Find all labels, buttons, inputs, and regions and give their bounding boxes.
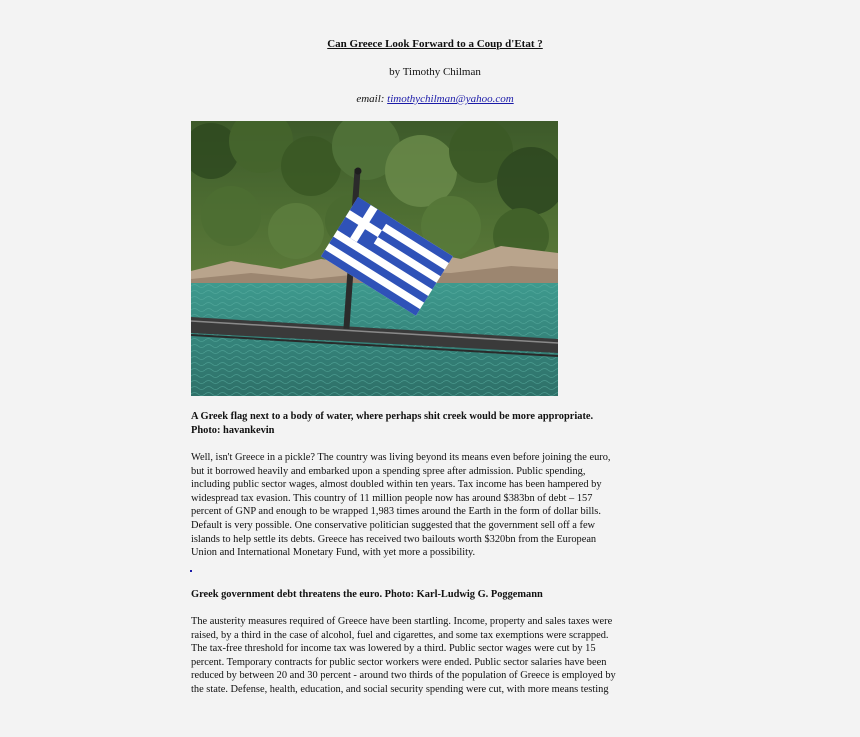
greek-flag-photo [191,121,558,396]
paragraph-line: Default is very possible. One conservative politician suggested that the government sell off a few [191,519,596,531]
email-link[interactable]: timothychilman@yahoo.com [387,93,514,105]
paragraph-line: The austerity measures required of Greece have been startling. Income, property and sales taxes were [191,616,613,627]
paragraph-line: widespread tax evasion. This country of 11 million people now has around $383bn of debt – 157 [191,492,593,504]
paragraph-line: raised, by a third in the case of alcohol, fuel and cigarettes, and some tax exemptions were scrapped. [191,629,609,641]
figure2-caption: Greek government debt threatens the euro. Photo: Karl-Ludwig G. Poggemann [191,589,543,600]
paragraph-line: Well, isn't Greece in a pickle? The country was living beyond its means even before joining the euro, [191,452,611,463]
paragraph-1 [191,451,681,560]
figure1-caption [191,410,681,437]
paragraph-line: Union and International Monetary Fund, with yet more a possibility. [191,547,476,559]
paragraph-line: the state. Defense, health, education, and social security spending were cut, with more means testing [191,683,609,695]
paragraph-line: but it borrowed heavily and embarked upon a spending spree after admission. Public spending, [191,465,586,477]
paragraph-line: The tax-free threshold for income tax was lowered by a third. Public sector wages were cut by 15 [191,643,596,655]
figure1-caption-line1: A Greek flag next to a body of water, where perhaps shit creek would be more appropriate. [191,411,594,422]
paragraph-line: percent. Temporary contracts for public sector workers were ended. Public sector salaries have been [191,656,607,668]
article-author: by Timothy Chilman [389,66,481,78]
paragraph-line: reduced by between 20 and 30 percent - around two thirds of the population of Greece is employed by [191,670,616,682]
paragraph-line: including public sector wages, almost doubled within ten years. Tax income has been hampered by [191,479,602,491]
email-label: email: [356,93,385,105]
paragraph-line: islands to help settle its debts. Greece has received two bailouts worth $320bn from the European [191,533,597,545]
figure1-caption-line2: Photo: havankevin [191,424,275,436]
image-placeholder-link[interactable] [190,570,192,572]
paragraph-2 [191,615,681,697]
greek-flag-photo-image [191,121,558,396]
paragraph-line: percent of GNP and enough to be wrapped 1,983 times around the Earth in the form of dollar bills. [191,506,601,518]
article-email [0,93,860,105]
article-title: Can Greece Look Forward to a Coup d'Etat ? [327,38,543,50]
